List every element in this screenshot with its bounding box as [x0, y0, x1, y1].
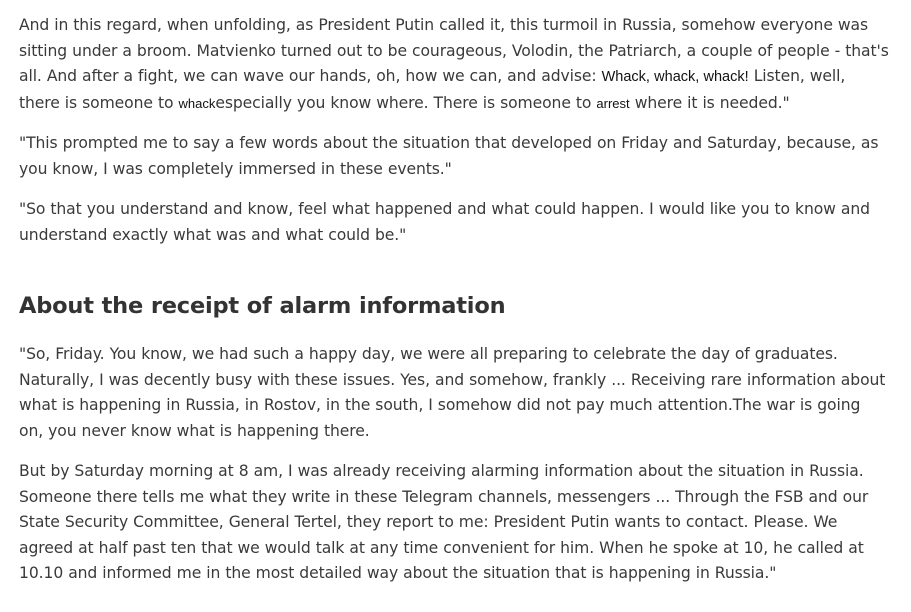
- paragraph-intro: [19, 13, 889, 116]
- paragraph-intro-text-3: especially you know where. There is someone to: [215, 93, 597, 112]
- arrest-word: arrest: [596, 95, 630, 111]
- paragraph-saturday: But by Saturday morning at 8 am, I was already receiving alarming information about the situation in Russia. Someone there tells me what they write in these Telegram channels, messengers ... Through the FSB and our State Security Committee, General Tertel, they report to me: President Putin wants to contact. Please. We agreed at half past ten that we would talk at any time convenient for him. When he spoke at 10, he called at 10.10 and informed me in the most detailed way about the situation that is happening in Russia.": [19, 462, 869, 582]
- article-body: [19, 13, 889, 587]
- paragraph-intro-text-2: Listen, well, there is someone to: [19, 67, 846, 112]
- whack-word: whack: [178, 95, 216, 111]
- paragraph-situation: "This prompted me to say a few words about the situation that developed on Friday and Saturday, because, as you know, I was completely immersed in these events.": [19, 134, 879, 178]
- whack-phrase: Whack, whack, whack!: [601, 69, 749, 85]
- paragraph-friday: "So, Friday. You know, we had such a happy day, we were all preparing to celebrate the day of graduates. Naturally, I was decently busy with these issues. Yes, and somehow, frankly ... Receiving rare information about what is happening in Russia, in Rostov, in the south, I somehow did not pay much attention.The war is going on, you never know what is happening there.: [19, 345, 886, 440]
- paragraph-intro-text-4: where it is needed.": [629, 93, 790, 112]
- paragraph-understand: "So that you understand and know, feel what happened and what could happen. I would like you to know and understand exactly what was and what could be.": [19, 200, 870, 244]
- section-heading: About the receipt of alarm information: [19, 293, 506, 319]
- paragraph-intro-text-1: And in this regard, when unfolding, as President Putin called it, this turmoil in Russia, somehow everyone was sitting under a broom. Matvienko turned out to be courageous, Volodin, the Patriarch, a couple of people - that's all. And after a fight, we can wave our hands, oh, how we can, and advise:: [19, 16, 889, 85]
